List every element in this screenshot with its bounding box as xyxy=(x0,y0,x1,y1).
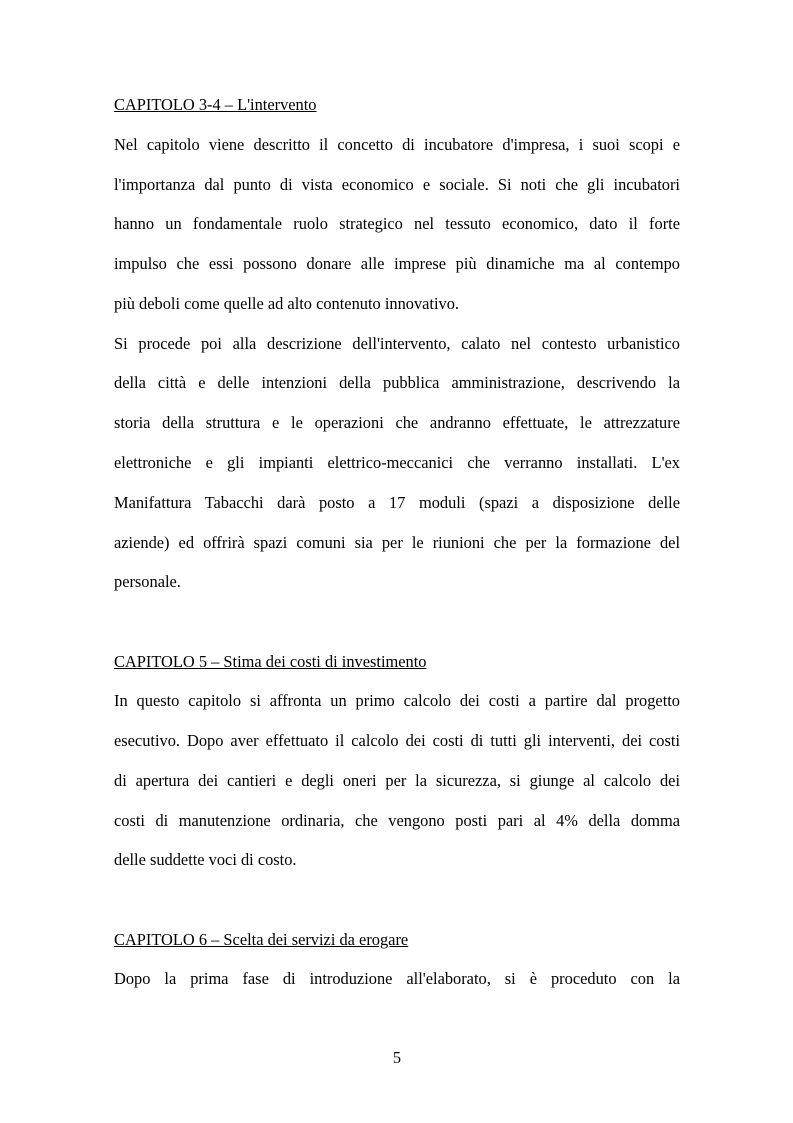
paragraph-line: elettroniche e gli impianti elettrico-meccanici che verranno installati. L'ex xyxy=(114,453,680,472)
paragraph-line: della città e delle intenzioni della pubblica amministrazione, descrivendo la xyxy=(114,373,680,392)
paragraph-line: hanno un fondamentale ruolo strategico nel tessuto economico, dato il forte xyxy=(114,214,680,233)
paragraph-line: impulso che essi possono donare alle imprese più dinamiche ma al contempo xyxy=(114,254,680,273)
page-number: 5 xyxy=(392,1048,402,1067)
paragraph-line: aziende) ed offrirà spazi comuni sia per le riunioni che per la formazione del xyxy=(114,533,680,552)
paragraph-line: storia della struttura e le operazioni che andranno effettuate, le attrezzature xyxy=(114,413,680,432)
paragraph-line: In questo capitolo si affronta un primo calcolo dei costi a partire dal progetto xyxy=(114,691,680,710)
paragraph-line: Nel capitolo viene descritto il concetto di incubatore d'impresa, i suoi scopi e xyxy=(114,135,680,154)
paragraph-line: più deboli come quelle ad alto contenuto innovativo. xyxy=(114,294,460,313)
section-heading-capitolo-6: CAPITOLO 6 – Scelta dei servizi da erogare xyxy=(114,930,409,949)
paragraph-line: Si procede poi alla descrizione dell'intervento, calato nel contesto urbanistico xyxy=(114,334,680,353)
paragraph-line: esecutivo. Dopo aver effettuato il calcolo dei costi di tutti gli interventi, dei costi xyxy=(114,731,680,750)
paragraph-line: l'importanza dal punto di vista economico e sociale. Si noti che gli incubatori xyxy=(114,175,680,194)
section-heading-capitolo-5: CAPITOLO 5 – Stima dei costi di investimento xyxy=(114,652,427,671)
document-page xyxy=(114,0,680,1123)
paragraph-line: personale. xyxy=(114,572,181,591)
paragraph-line: Manifattura Tabacchi darà posto a 17 moduli (spazi a disposizione delle xyxy=(114,493,680,512)
paragraph-line: costi di manutenzione ordinaria, che vengono posti pari al 4% della domma xyxy=(114,811,680,830)
section-heading-capitolo-3-4: CAPITOLO 3-4 – L'intervento xyxy=(114,95,317,114)
paragraph-line: delle suddette voci di costo. xyxy=(114,850,297,869)
paragraph-line: di apertura dei cantieri e degli oneri per la sicurezza, si giunge al calcolo dei xyxy=(114,771,680,790)
paragraph-line: Dopo la prima fase di introduzione all'elaborato, si è proceduto con la xyxy=(114,969,680,988)
